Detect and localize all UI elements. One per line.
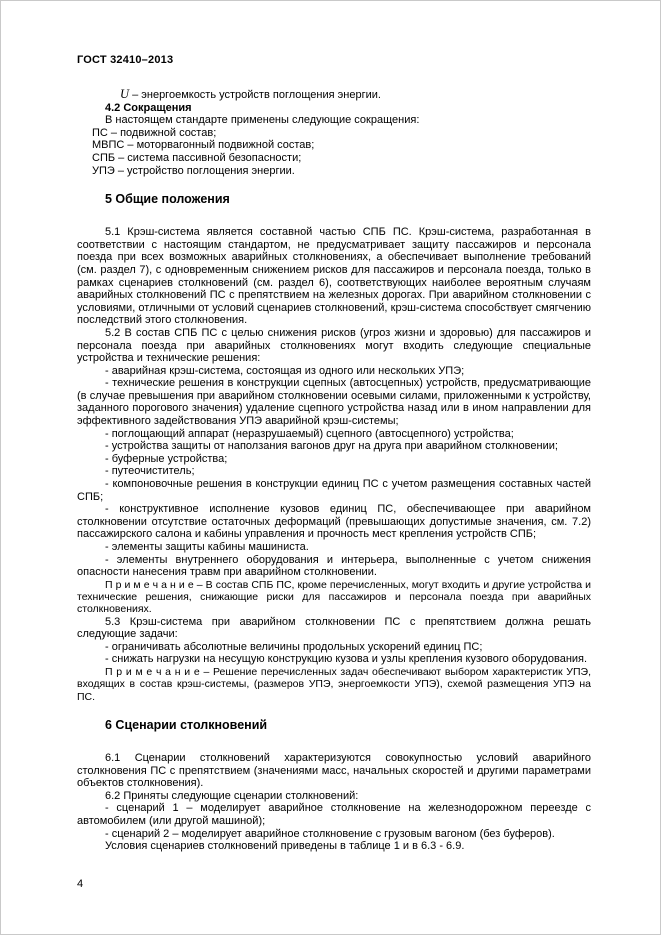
document-header: ГОСТ 32410–2013 (77, 54, 174, 66)
note-5-2: П р и м е ч а н и е – В состав СПБ ПС, кроме перечисленных, могут входить и другие устройства и технические решения, снижающие риски для пассажиров и персонала поезда при аварийных столкновениях. (77, 578, 591, 616)
paragraph-scenario-ref: Условия сценариев столкновений приведены в таблице 1 и в 6.3 - 6.9. (105, 840, 465, 853)
abbr-spb: СПБ – система пассивной безопасности; (92, 151, 302, 164)
section-6-heading: 6 Сценарии столкновений (105, 717, 268, 732)
list-item: - путеочиститель; (105, 465, 195, 478)
abbr-ps: ПС – подвижной состав; (92, 126, 217, 139)
list-item: - ограничивать абсолютные величины продольных ускорений единиц ПС; (105, 640, 483, 653)
definition-energy-capacity (77, 88, 591, 102)
abbr-mvps: МВПС – моторвагонный подвижной состав; (92, 139, 315, 152)
math-symbol-U: U (120, 87, 130, 101)
clause-5-2: 5.2 В состав СПБ ПС с целью снижения рисков (угроз жизни и здоровью) для пассажиров и персонала поезда при аварийных столкновениях могут входить следующие специальные устройства и технические решения: (77, 326, 591, 365)
list-item: - технические решения в конструкции сцепных (автосцепных) устройств, предусматривающие (в случае превышения при аварийном столкновении осевыми силами, приложенными к устройству, заданного порогового значения) удаление сцепного устройства назад или в ином направлении для эффективного задействования УПЭ аварийной крэш-системы; (77, 377, 591, 428)
list-item: - снижать нагрузки на несущую конструкцию кузова и узлы крепления кузового оборудования. (105, 653, 588, 666)
clause-6-1: 6.1 Сценарии столкновений характеризуются совокупностью условий аварийного столкновения ПС с препятствием (значениями масс, начальных скоростей и другими параметрами объектов столкновения). (77, 751, 591, 790)
list-item: - устройства защиты от наползания вагонов друг на друга при аварийном столкновении; (105, 440, 558, 453)
section-5-heading: 5 Общие положения (105, 192, 230, 207)
clause-6-2: 6.2 Приняты следующие сценарии столкновений: (105, 789, 359, 802)
definition-text: – энергоемкость устройств поглощения энергии. (129, 89, 381, 101)
list-item: - элементы внутреннего оборудования и интерьера, выполненные с учетом снижения опасности нанесения травм при аварийном столкновении. (77, 553, 591, 579)
page-number: 4 (77, 878, 84, 890)
list-item: - поглощающий аппарат (неразрушаемый) сцепного (автосцепного) устройства; (105, 427, 514, 440)
list-item: - сценарий 1 – моделирует аварийное столкновение на железнодорожном переезде с автомобилем (или другой машиной); (77, 802, 591, 827)
note-5-3: П р и м е ч а н и е – Решение перечисленных задач обеспечивают выбором характеристик УПЭ, входящих в состав крэш-системы, (размеров УПЭ, энергоемкости УПЭ), схемой размещения УПЭ на ПС. (77, 666, 591, 703)
list-item: - аварийная крэш-система, состоящая из одного или нескольких УПЭ; (105, 364, 465, 377)
abbr-upe: УПЭ – устройство поглощения энергии. (92, 164, 295, 177)
document-body (77, 88, 591, 853)
list-item: - конструктивное исполнение кузовов единиц ПС, обеспечивающее при аварийном столкновении отсутствие остаточных деформаций (превышающих допустимые значения, см. 7.2) пассажирского салона и кабины управления и прочность мест крепления устройств СПБ; (77, 503, 591, 541)
clause-5-3: 5.3 Крэш-система при аварийном столкновении ПС с препятствием должна решать следующие задачи: (77, 615, 591, 641)
list-item: - элементы защиты кабины машиниста. (105, 541, 309, 553)
list-item: - буферные устройства; (105, 452, 228, 465)
paragraph-abbr-intro: В настоящем стандарте применены следующие сокращения: (105, 114, 420, 127)
clause-5-1: 5.1 Крэш-система является составной частью СПБ ПС. Крэш-система, разработанная в соответствии с настоящим стандартом, не предусматривает защиту пассажиров и персонала поезда при всех возможных аварийных столкновениях, а обеспечивает выполнение требований (см. раздел 7), с одновременным снижением рисков для пассажиров и персонала поезда, только в рамках сценариев столкновений (см. раздел 6), соответствующих наиболее вероятным случаям аварийных столкновений ПС с препятствием на железных дорогах. При аварийном столкновении с условиями, отличными от условий сценариев столкновений, крэш-система способствует смягчению последствий этого столкновения. (77, 226, 591, 327)
list-item: - сценарий 2 – моделирует аварийное столкновение с грузовым вагоном (без буферов). (105, 827, 555, 840)
list-item: - компоновочные решения в конструкции единиц ПС с учетом размещения составных частей СПБ; (77, 478, 591, 503)
subsection-4-2-title: 4.2 Сокращения (105, 101, 192, 114)
